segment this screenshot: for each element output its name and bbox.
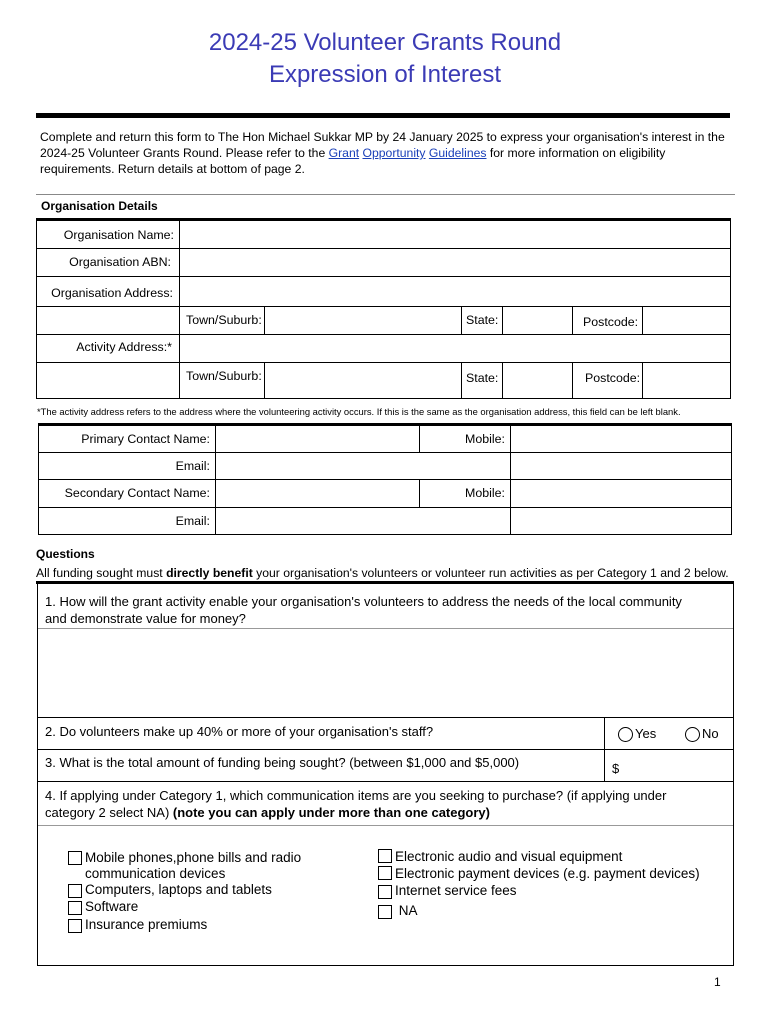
payment-devices-checkbox[interactable] [378,866,392,880]
activity-town-label: Town/Suburb: [186,369,262,383]
questions-heading: Questions [36,547,95,561]
state-field[interactable] [503,307,572,334]
insurance-checkbox[interactable] [68,919,82,933]
primary-mobile-label: Mobile: [465,432,505,446]
yes-label: Yes [635,726,657,741]
question-2: 2. Do volunteers make up 40% or more of your organisation's staff? [45,724,434,739]
insurance-option: Insurance premiums [85,917,208,932]
mobile-phones-option: Mobile phones,phone bills and radio communication devices [85,850,302,881]
primary-email-label: Email: [175,459,210,473]
activity-address-label: Activity Address:* [76,340,172,354]
secondary-email-field[interactable] [216,508,510,534]
activity-state-field[interactable] [503,363,572,398]
no-radio[interactable] [685,727,700,742]
secondary-email-label: Email: [175,514,210,528]
audio-visual-option: Electronic audio and visual equipment [395,849,623,864]
organisation-name-label: Organisation Name: [63,228,174,242]
software-option: Software [85,899,139,914]
secondary-contact-label: Secondary Contact Name: [64,486,210,500]
questions-table [37,583,734,966]
currency-symbol: $ [612,761,620,776]
title-divider [36,113,730,118]
na-option: NA [395,903,418,918]
secondary-mobile-field[interactable] [511,480,731,507]
audio-visual-checkbox[interactable] [378,849,392,863]
intro-text-2: for more information on eligibility requirements. Return details at bottom of page 2. [40,146,666,176]
primary-email-field[interactable] [216,453,510,479]
activity-postcode-field[interactable] [643,363,730,398]
form-title-line1: 2024-25 Volunteer Grants Round [208,29,562,56]
postcode-field[interactable] [643,307,730,334]
na-checkbox[interactable] [378,905,392,919]
question-3: 3. What is the total amount of funding being sought? (between $1,000 and $5,000) [45,755,520,770]
activity-state-label: State: [466,371,499,385]
intro-paragraph [40,129,730,177]
internet-fees-option: Internet service fees [395,883,517,898]
activity-town-field[interactable] [265,363,461,398]
intro-text-1: Complete and return this form to The Hon Michael Sukkar MP by 24 January 2025 to express your organisation's interest in the 2024-25 Volunteer Grants Round. Please refer to the [40,130,725,160]
funding-amount-field[interactable] [623,750,733,781]
contacts-table [38,425,732,535]
question-4-note: (note you can apply under more than one category) [172,805,490,820]
secondary-contact-field[interactable] [216,480,419,507]
town-suburb-field[interactable] [265,307,461,334]
software-checkbox[interactable] [68,901,82,915]
section-divider [36,194,735,195]
secondary-mobile-label: Mobile: [465,486,505,500]
primary-contact-field[interactable] [216,425,419,452]
internet-fees-checkbox[interactable] [378,885,392,899]
opportunity-link[interactable]: Opportunity [362,146,426,160]
organisation-table [36,220,731,399]
question-4 [45,787,695,821]
guidelines-link[interactable]: Guidelines [428,146,487,160]
questions-intro [36,566,746,580]
questions-intro-text-1: All funding sought must [36,566,167,580]
organisation-abn-field[interactable] [180,249,730,276]
activity-address-field[interactable] [180,335,730,362]
question-1-answer[interactable] [38,629,733,717]
yes-radio[interactable] [618,727,633,742]
questions-intro-bold: directly benefit [166,566,253,580]
town-suburb-label: Town/Suburb: [186,313,262,327]
postcode-label: Postcode: [583,315,639,329]
computers-checkbox[interactable] [68,884,82,898]
mobile-phones-checkbox[interactable] [68,851,82,865]
payment-devices-option: Electronic payment devices (e.g. payment devices) [395,866,700,881]
page-number: 1 [714,975,721,989]
grant-link[interactable]: Grant [328,146,360,160]
primary-contact-label: Primary Contact Name: [81,432,210,446]
organisation-address-label: Organisation Address: [51,286,173,300]
question-1: 1. How will the grant activity enable your organisation's volunteers to address the needs of the local community and demonstrate value for money? [45,594,682,626]
organisation-name-field[interactable] [180,220,730,248]
question-4-text: 4. If applying under Category 1, which communication items are you seeking to purchase? (if applying under category 2 select NA) [45,788,667,820]
activity-address-footnote: *The activity address refers to the address where the volunteering activity occurs. If this is the same as the organisation address, this field can be left blank. [37,406,681,417]
state-label: State: [466,313,499,327]
form-title-line2: Expression of Interest [268,61,502,88]
organisation-abn-label: Organisation ABN: [69,255,171,269]
questions-intro-text-2: your organisation's volunteers or volunteer run activities as per Category 1 and 2 below. [252,566,729,580]
organisation-address-field[interactable] [180,277,730,306]
organisation-heading: Organisation Details [41,199,158,213]
no-label: No [702,726,719,741]
activity-postcode-label: Postcode: [585,371,641,385]
primary-mobile-field[interactable] [511,425,731,452]
computers-option: Computers, laptops and tablets [85,882,272,897]
